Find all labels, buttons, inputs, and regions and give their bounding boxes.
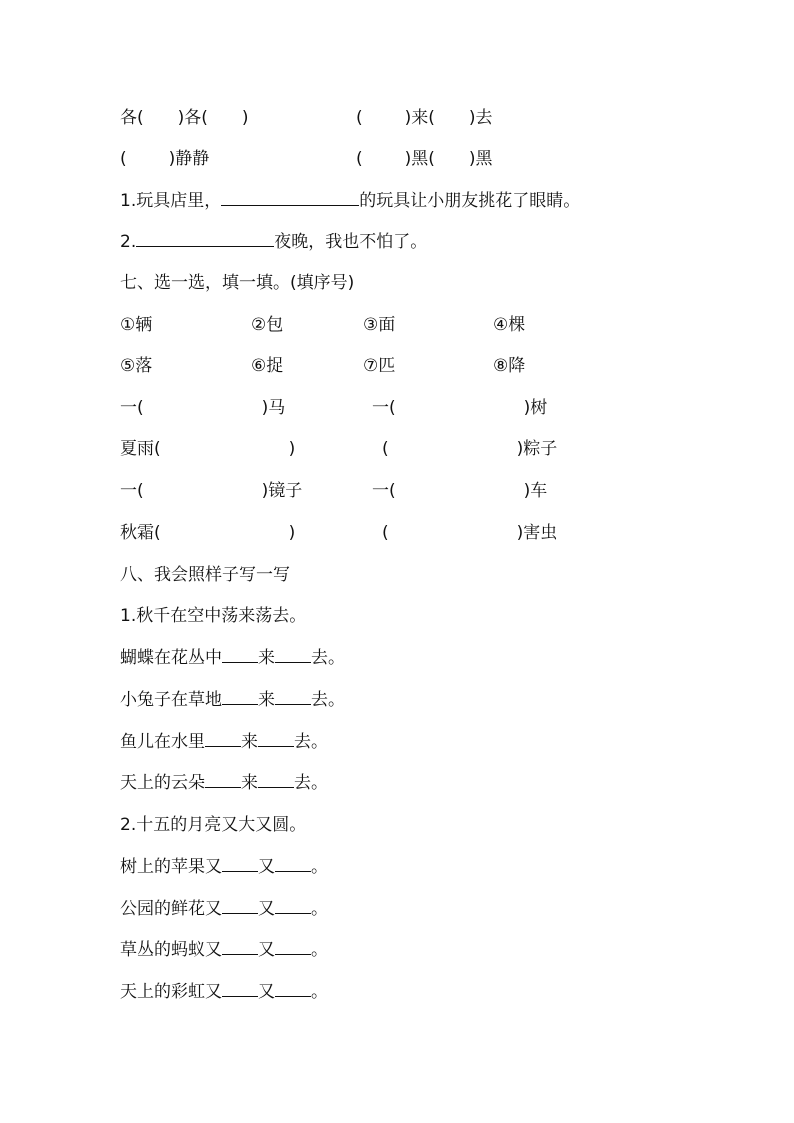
ex1-item-4: 天上的云朵 来 去。 xyxy=(120,773,328,793)
option-item: ③面 xyxy=(363,315,396,335)
ex1-item-1: 蝴蝶在花丛中 来 去。 xyxy=(120,648,345,668)
answer-blank[interactable] xyxy=(275,647,311,663)
ex1-item-3: 鱼儿在水里 来 去。 xyxy=(120,732,328,752)
answer-blank[interactable] xyxy=(222,689,258,705)
option-item: ⑥捉 xyxy=(251,356,284,376)
option-item: ④棵 xyxy=(493,315,526,335)
example-1: 1.秋千在空中荡来荡去。 xyxy=(120,606,307,626)
ex2-item-4: 天上的彩虹又 又 。 xyxy=(120,982,328,1002)
option-item: ⑧降 xyxy=(493,356,526,376)
section-8-title: 八、我会照样子写一写 xyxy=(120,565,290,585)
ex2-item-1: 树上的苹果又 又 。 xyxy=(120,857,328,877)
answer-blank[interactable] xyxy=(222,939,258,955)
answer-blank[interactable] xyxy=(258,731,294,747)
ex1-item-2: 小兔子在草地 来 去。 xyxy=(120,690,345,710)
option-item: ⑦匹 xyxy=(363,356,396,376)
answer-blank[interactable] xyxy=(275,689,311,705)
section-7-title: 七、选一选，填一填。(填序号) xyxy=(120,273,355,293)
ex2-item-2: 公园的鲜花又 又 。 xyxy=(120,899,328,919)
sentence-1: 1.玩具店里， 的玩具让小朋友挑花了眼睛。 xyxy=(120,191,581,211)
answer-blank[interactable] xyxy=(275,856,311,872)
ex2-item-3: 草丛的蚂蚁又 又 。 xyxy=(120,940,328,960)
option-item: ⑤落 xyxy=(120,356,153,376)
sentence-2: 2. 夜晚，我也不怕了。 xyxy=(120,232,428,252)
answer-blank[interactable] xyxy=(222,898,258,914)
answer-blank[interactable] xyxy=(275,939,311,955)
answer-blank[interactable] xyxy=(222,856,258,872)
fill-ge-ge: 各( )各( ) xyxy=(120,108,249,128)
fill-jingjing: ( )静静 xyxy=(120,149,210,169)
option-item: ②包 xyxy=(251,315,284,335)
answer-blank[interactable] xyxy=(221,190,359,206)
fill-hei-hei: ( )黑( )黑 xyxy=(356,149,493,169)
fill-lai-qu: ( )来( )去 xyxy=(356,108,493,128)
answer-blank[interactable] xyxy=(222,647,258,663)
answer-blank[interactable] xyxy=(136,231,274,247)
answer-blank[interactable] xyxy=(205,731,241,747)
answer-blank[interactable] xyxy=(222,981,258,997)
answer-blank[interactable] xyxy=(205,772,241,788)
answer-blank[interactable] xyxy=(275,898,311,914)
answer-blank[interactable] xyxy=(258,772,294,788)
option-item: ①辆 xyxy=(120,315,153,335)
answer-blank[interactable] xyxy=(275,981,311,997)
example-2: 2.十五的月亮又大又圆。 xyxy=(120,815,307,835)
worksheet-page: 各( )各( ) ( )来( )去 ( )静静 ( )黑( )黑 1.玩具店里， 的玩具让小朋友挑花了眼睛。 2. 夜晚，我也不怕了。 七、选一选，填一填。(填序号) ①辆 ②包 ③面 ④棵 ⑤落 ⑥捉 ⑦匹 ⑧降 一( )马 一( )树 夏雨( ) ( )粽子 一( )镜子 一( )车 秋霜( ) ( )害虫 八、我会照样子写一写 1.秋千在空中荡来荡去。 蝴蝶在花丛中 来 去。 小兔子在草地 来 去。 鱼儿在水里 来 去。 天上的云朵 来 去。 2.十五的月亮又大又圆。 树上的苹果又 又 。 公园的鲜花又 又 。 草丛的蚂蚁又 又 。 天上的彩虹又 又 。 xyxy=(120,108,581,1002)
